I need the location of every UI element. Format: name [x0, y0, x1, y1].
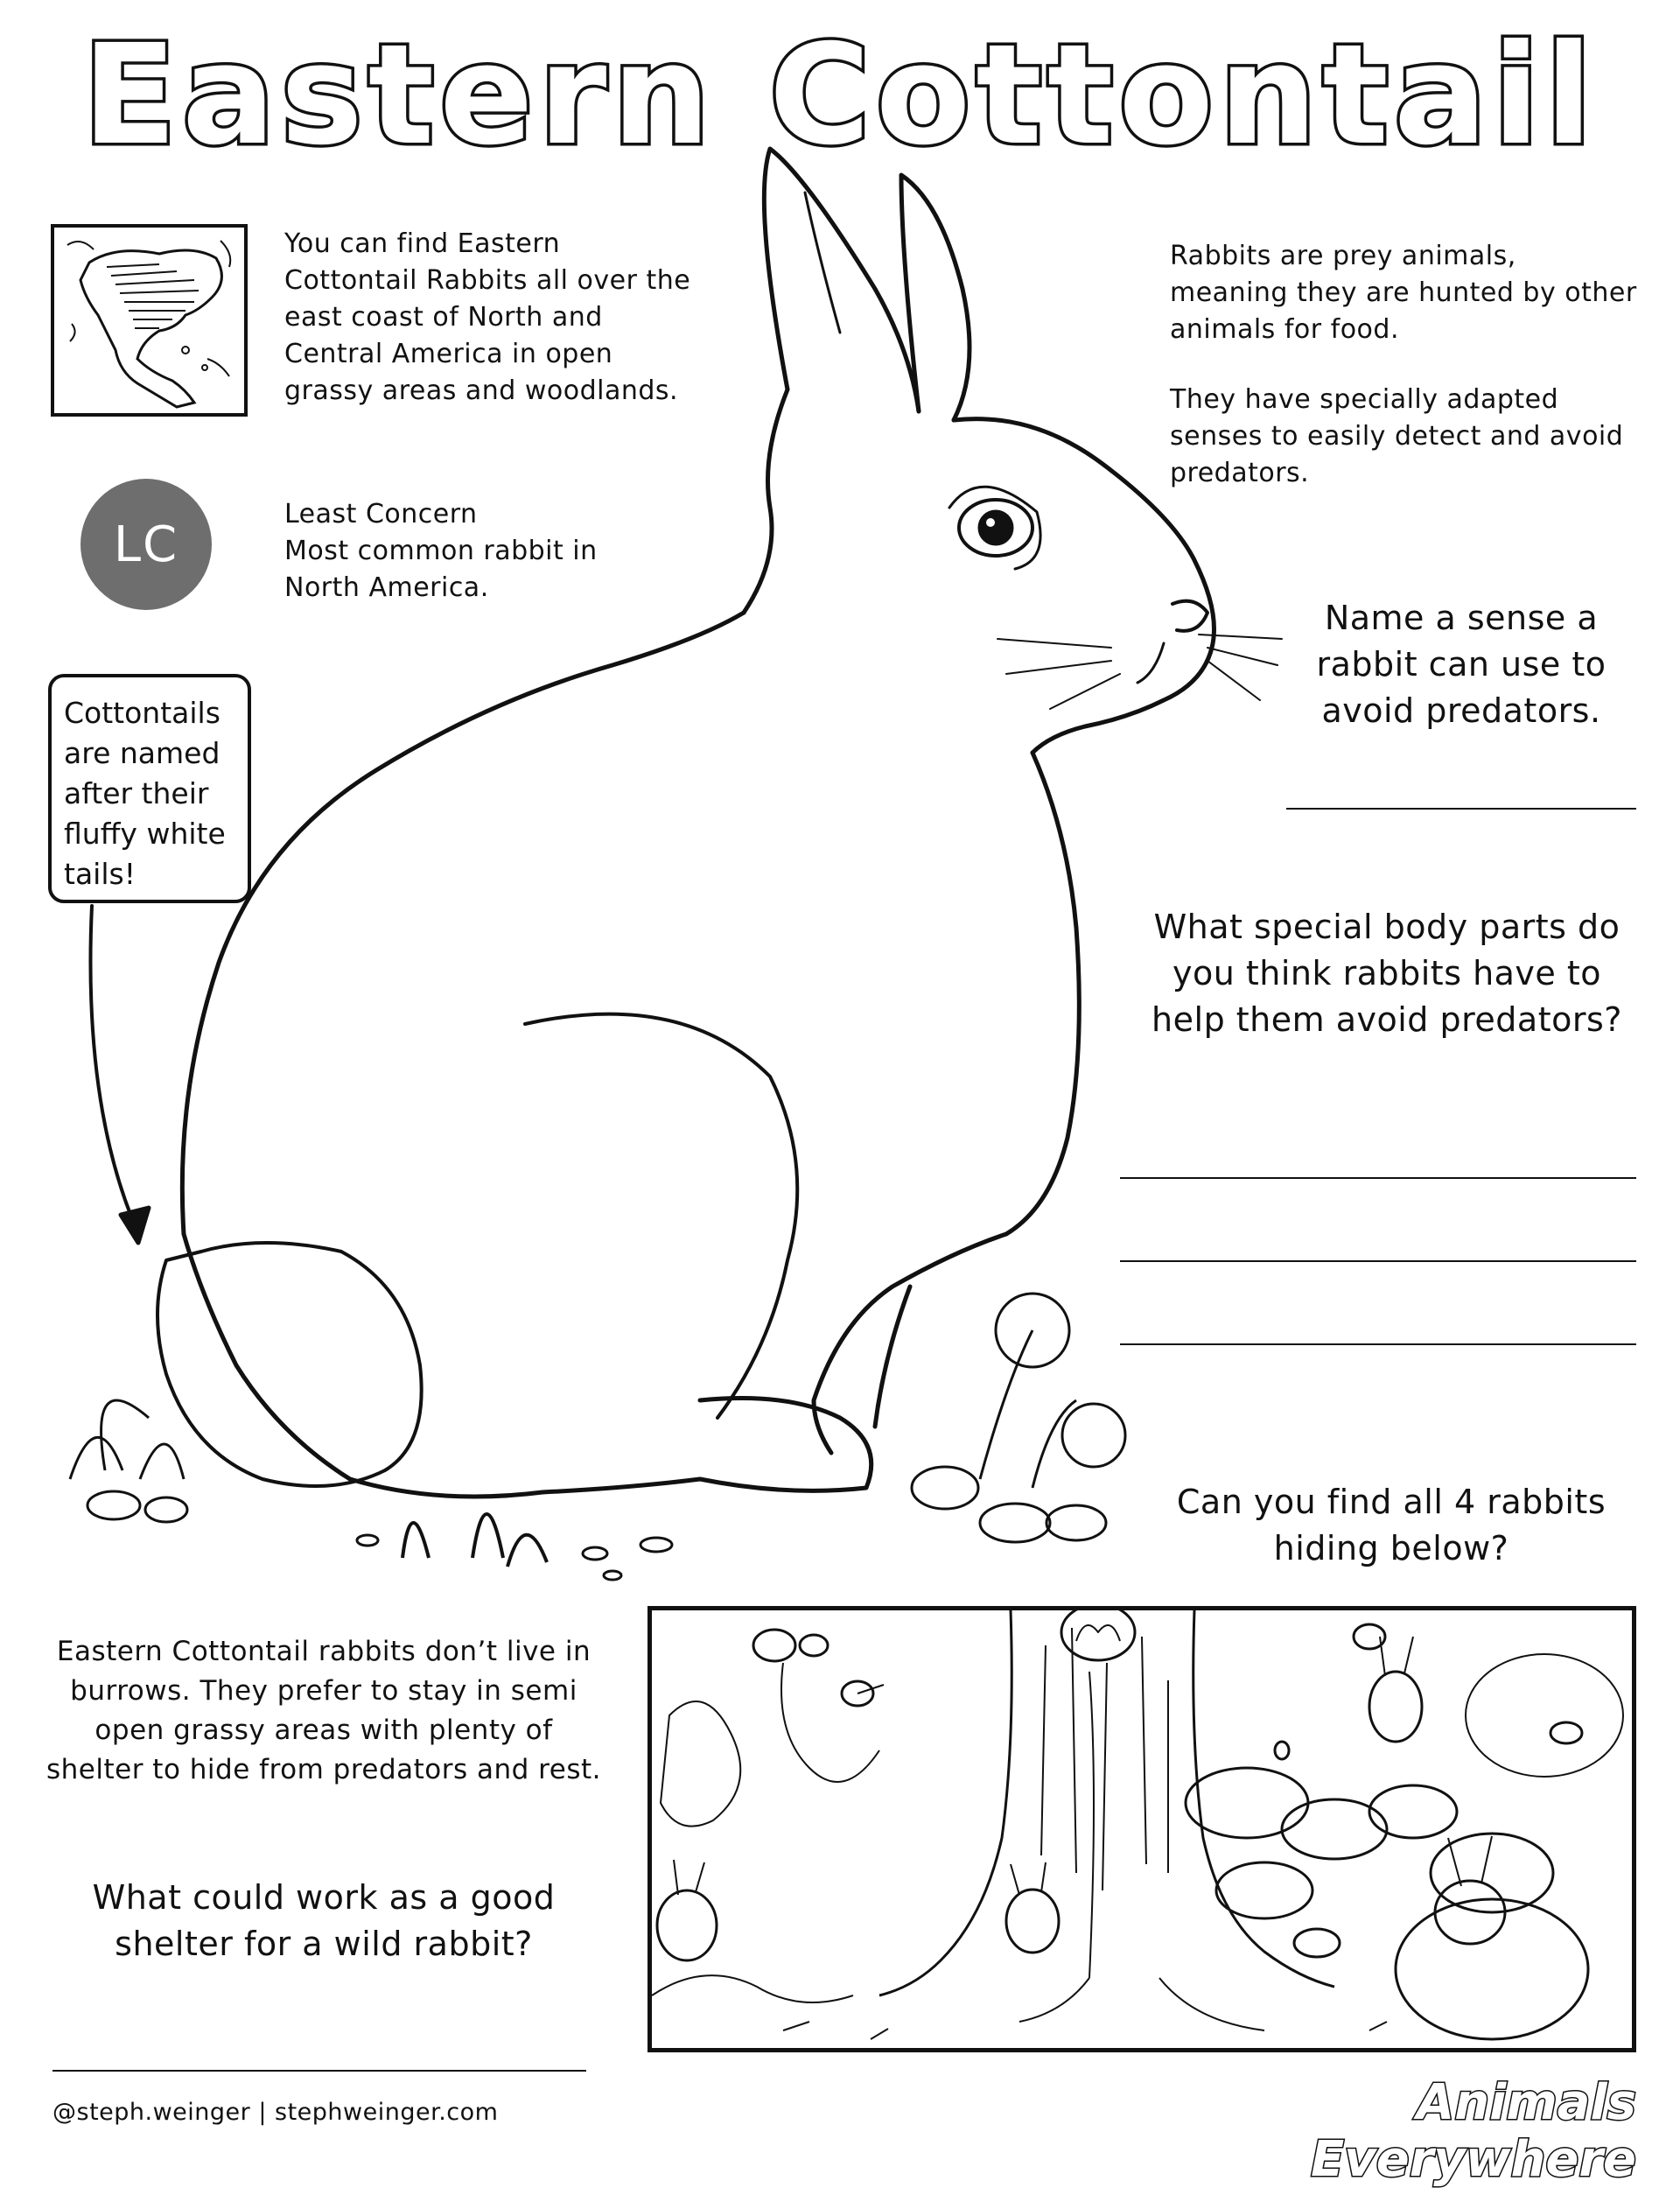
- answer-line-sense[interactable]: [1286, 808, 1636, 810]
- shelter-description: Eastern Cottontail rabbits don’t live in burrows. They prefer to stay in semi open grassy areas with plenty of shelter to hide from predators and rest.: [46, 1636, 601, 1785]
- author-credit: @steph.weinger | stephweinger.com: [52, 2099, 499, 2126]
- forest-scene-illustration: [652, 1610, 1632, 2048]
- prey-paragraph-1: Rabbits are prey animals, meaning they are hunted by other animals for food.: [1170, 241, 1637, 345]
- prey-paragraph-2: They have specially adapted senses to easily detect and avoid predators.: [1170, 384, 1624, 488]
- page-title: Eastern Cottontail: [82, 15, 1598, 176]
- conservation-status-detail: Most common rabbit in North America.: [284, 536, 598, 603]
- hidden-rabbits-scene: [648, 1606, 1636, 2052]
- tail-callout: Cottontails are named after their fluffy white tails!: [48, 674, 251, 903]
- conservation-status-label: Least Concern: [284, 499, 478, 529]
- question-sense: Name a sense a rabbit can use to avoid predators.: [1316, 599, 1606, 730]
- brand-logo: Animals Everywhere: [1310, 2074, 1636, 2188]
- answer-line-body-parts-1[interactable]: [1120, 1177, 1636, 1179]
- conservation-status-badge: LC: [80, 479, 212, 610]
- question-body-parts: What special body parts do you think rabbits have to help them avoid predators?: [1152, 908, 1622, 1039]
- question-shelter: What could work as a good shelter for a wild rabbit?: [92, 1878, 556, 1963]
- range-description: You can find Eastern Cottontail Rabbits all over the east coast of North and Central America in open grassy areas and woodlands.: [284, 228, 691, 406]
- answer-line-body-parts-3[interactable]: [1120, 1343, 1636, 1345]
- answer-line-shelter[interactable]: [52, 2070, 586, 2072]
- question-find-rabbits: Can you find all 4 rabbits hiding below?: [1176, 1483, 1606, 1567]
- answer-line-body-parts-2[interactable]: [1120, 1260, 1636, 1262]
